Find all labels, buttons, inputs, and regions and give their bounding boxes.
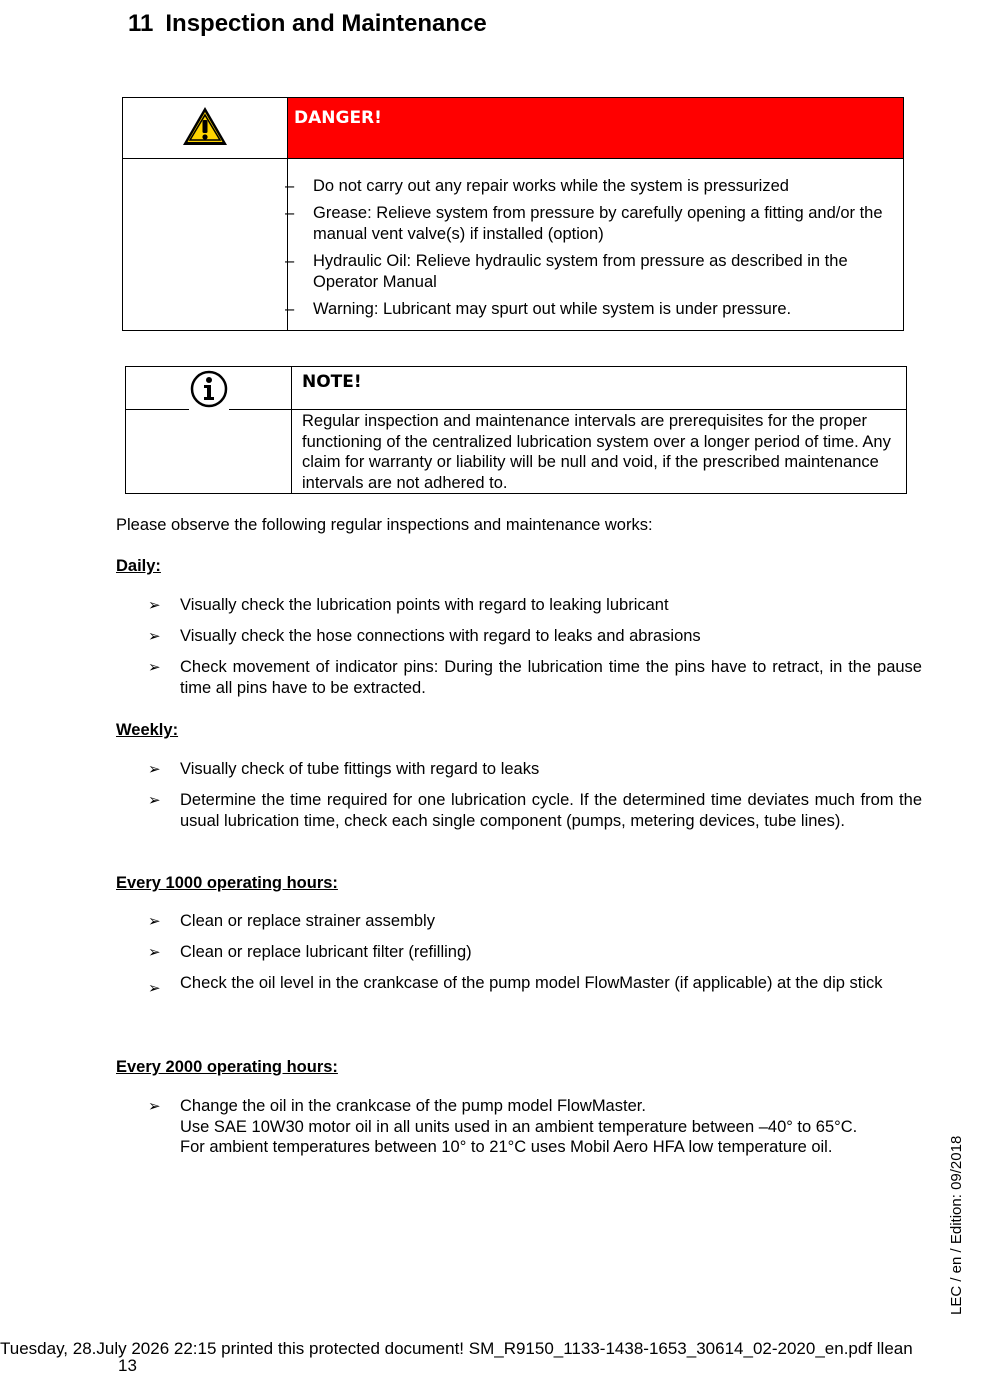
list-item: ➢ Check the oil level in the crankcase of the pump model FlowMaster (if applicable) at the dip stick (148, 974, 883, 997)
danger-item: – Do not carry out any repair works while the system is pressurized (285, 177, 789, 195)
note-icon-cell (126, 367, 292, 410)
intro-text: Please observe the following regular inspections and maintenance works: (116, 516, 653, 534)
list-item: ➢ Clean or replace strainer assembly (148, 912, 435, 930)
list-item: ➢ Determine the time required for one lubrication cycle. If the determined time deviates much from the usual lubrication time, check each single component (pumps, metering devices, tube lines). (148, 791, 922, 830)
daily-list (148, 595, 922, 709)
list-item: ➢ Visually check the lubrication points with regard to leaking lubricant (148, 596, 669, 614)
edition-side-text: LEC / en / Edition: 09/2018 (948, 1135, 965, 1315)
note-text: Regular inspection and maintenance intervals are prerequisites for the proper functioning of the centralized lubrication system over a longer period of time. Any claim for warranty or liability will be null and void, if the prescribed maintenance intervals are not adhered to. (292, 410, 907, 494)
note-label: NOTE! (302, 372, 362, 392)
section-heading (128, 10, 487, 38)
h2000-heading: Every 2000 operating hours: (116, 1058, 338, 1076)
list-item: ➢ Visually check of tube fittings with regard to leaks (148, 760, 540, 778)
h1000-list (148, 911, 922, 1009)
danger-list (285, 159, 903, 330)
daily-heading: Daily: (116, 557, 161, 575)
danger-content (285, 159, 904, 331)
section-number: 11 (128, 10, 154, 37)
weekly-heading: Weekly: (116, 721, 179, 739)
list-item: ➢ Visually check the hose connections with regard to leaks and abrasions (148, 627, 701, 645)
danger-icon-cell (123, 98, 288, 159)
print-footer: Tuesday, 28.July 2026 22:15 printed this protected document! SM_R9150_1133-1438-1653_30614_02-2020_en.pdf llean (0, 1339, 913, 1358)
danger-item: – Grease: Relieve system from pressure by carefully opening a fitting and/or the manual vent valve(s) if installed (option) (285, 204, 883, 243)
list-item: ➢ Change the oil in the crankcase of the pump model FlowMaster. Use SAE 10W30 motor oil in all units used in an ambient temperature between –40° to 65°C. For ambient temperatures between 10° to 21°C uses Mobil Aero HFA low temperature oil. (148, 1097, 858, 1156)
danger-item: – Warning: Lubricant may spurt out while system is under pressure. (285, 300, 792, 318)
note-box (125, 366, 907, 494)
danger-item: – Hydraulic Oil: Relieve hydraulic system from pressure as described in the Operator Manual (285, 252, 848, 291)
h2000-list (148, 1096, 922, 1168)
h1000-heading: Every 1000 operating hours: (116, 874, 338, 892)
weekly-list (148, 759, 922, 842)
danger-box (122, 97, 904, 331)
print-footer-overflow: 13 (118, 1356, 137, 1375)
list-item: ➢ Clean or replace lubricant filter (refilling) (148, 943, 472, 961)
list-item: ➢ Check movement of indicator pins: During the lubrication time the pins have to retract, in the pause time all pins have to be extracted. (148, 658, 922, 697)
section-title: Inspection and Maintenance (165, 10, 487, 37)
info-icon (190, 370, 228, 408)
danger-label: DANGER! (294, 108, 382, 128)
note-empty-cell (126, 410, 292, 494)
danger-header (288, 98, 904, 159)
warning-triangle-icon (181, 105, 229, 147)
note-header (292, 367, 907, 410)
danger-empty-cell (123, 159, 288, 331)
